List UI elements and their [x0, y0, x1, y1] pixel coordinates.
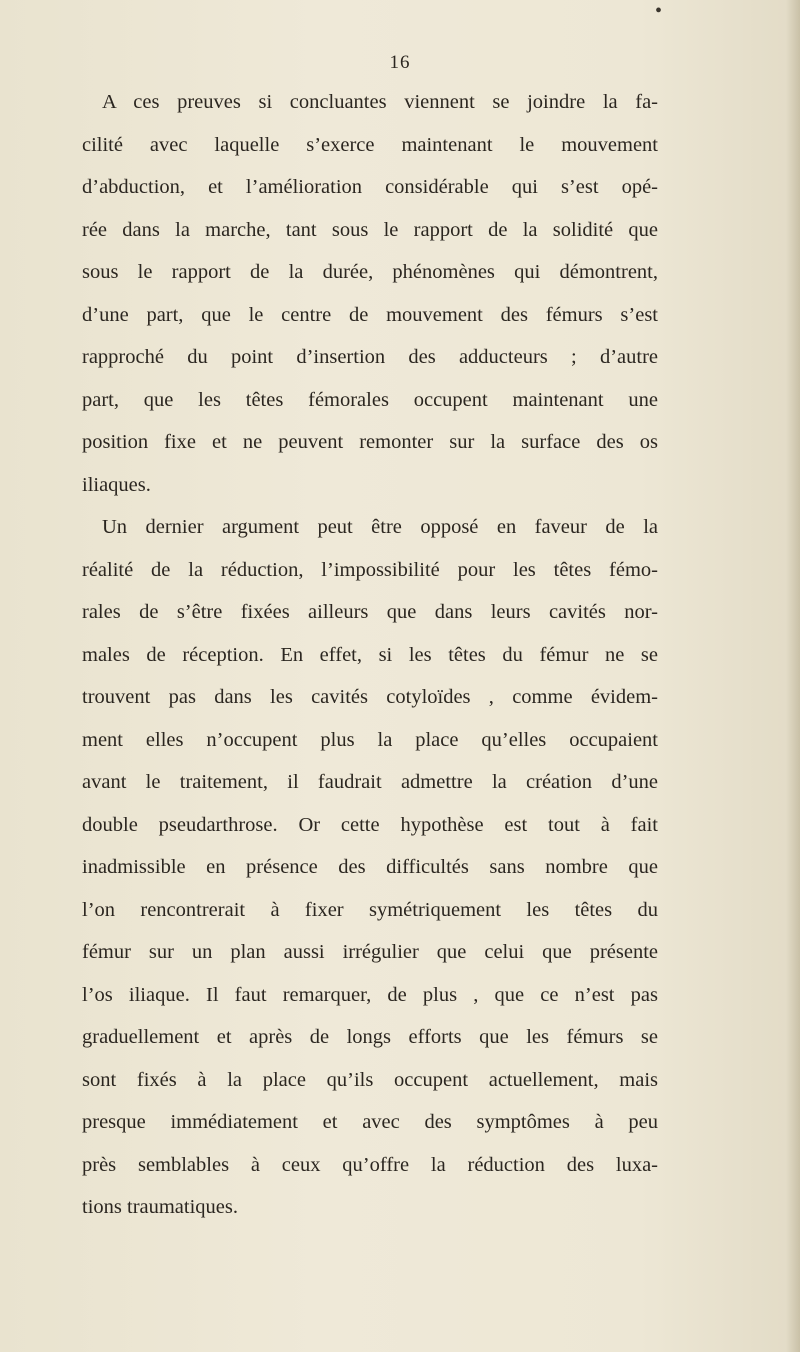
paragraph-2 [82, 506, 658, 1229]
text-line: trouvent pas dans les cavités cotyloïdes , comme évidem- [82, 686, 658, 708]
text-line: d’une part, que le centre de mouvement des fémurs s’est [82, 303, 658, 326]
text-line: sous le rapport de la durée, phénomènes qui démontrent, [82, 261, 658, 283]
text-line: iliaques. [82, 473, 151, 496]
text-line: A ces preuves si concluantes viennent se joindre la fa- [102, 91, 658, 113]
text-line: sont fixés à la place qu’ils occupent actuellement, mais [82, 1068, 658, 1091]
text-line: réalité de la réduction, l’impossibilité pour les têtes fémo- [82, 558, 658, 581]
text-line: double pseudarthrose. Or cette hypothèse est tout à fait [82, 813, 658, 836]
text-line: rapproché du point d’insertion des adducteurs ; d’autre [82, 346, 658, 368]
text-line: fémur sur un plan aussi irrégulier que celui que présente [82, 941, 658, 963]
text-line: part, que les têtes fémorales occupent maintenant une [82, 388, 658, 411]
text-line: Un dernier argument peut être opposé en faveur de la [102, 516, 658, 538]
text-line: rée dans la marche, tant sous le rapport de la solidité que [82, 218, 658, 241]
text-line: l’on rencontrerait à fixer symétriquement les têtes du [82, 898, 658, 921]
text-line: cilité avec laquelle s’exerce maintenant le mouvement [82, 133, 658, 156]
text-line: inadmissible en présence des difficultés sans nombre que [82, 856, 658, 878]
text-line: avant le traitement, il faudrait admettre la création d’une [82, 771, 658, 793]
text-line: l’os iliaque. Il faut remarquer, de plus , que ce n’est pas [82, 983, 658, 1006]
text-line: près semblables à ceux qu’offre la réduction des luxa- [82, 1153, 658, 1176]
text-line: tions traumatiques. [82, 1196, 239, 1218]
paragraph-1 [82, 81, 658, 506]
page-number: 16 [389, 52, 411, 73]
text-line: presque immédiatement et avec des symptômes à peu [82, 1111, 658, 1133]
page-edge-shadow [786, 0, 800, 1352]
text-line: rales de s’être fixées ailleurs que dans leurs cavités nor- [82, 601, 658, 623]
text-line: males de réception. En effet, si les têtes du fémur ne se [82, 643, 658, 666]
top-mark: • [655, 0, 663, 22]
text-line: graduellement et après de longs efforts que les fémurs se [82, 1026, 658, 1048]
text-line: ment elles n’occupent plus la place qu’elles occupaient [82, 728, 658, 751]
text-line: position fixe et ne peuvent remonter sur la surface des os [82, 431, 658, 453]
body-text [82, 81, 658, 1229]
text-line: d’abduction, et l’amélioration considérable qui s’est opé- [82, 176, 658, 198]
